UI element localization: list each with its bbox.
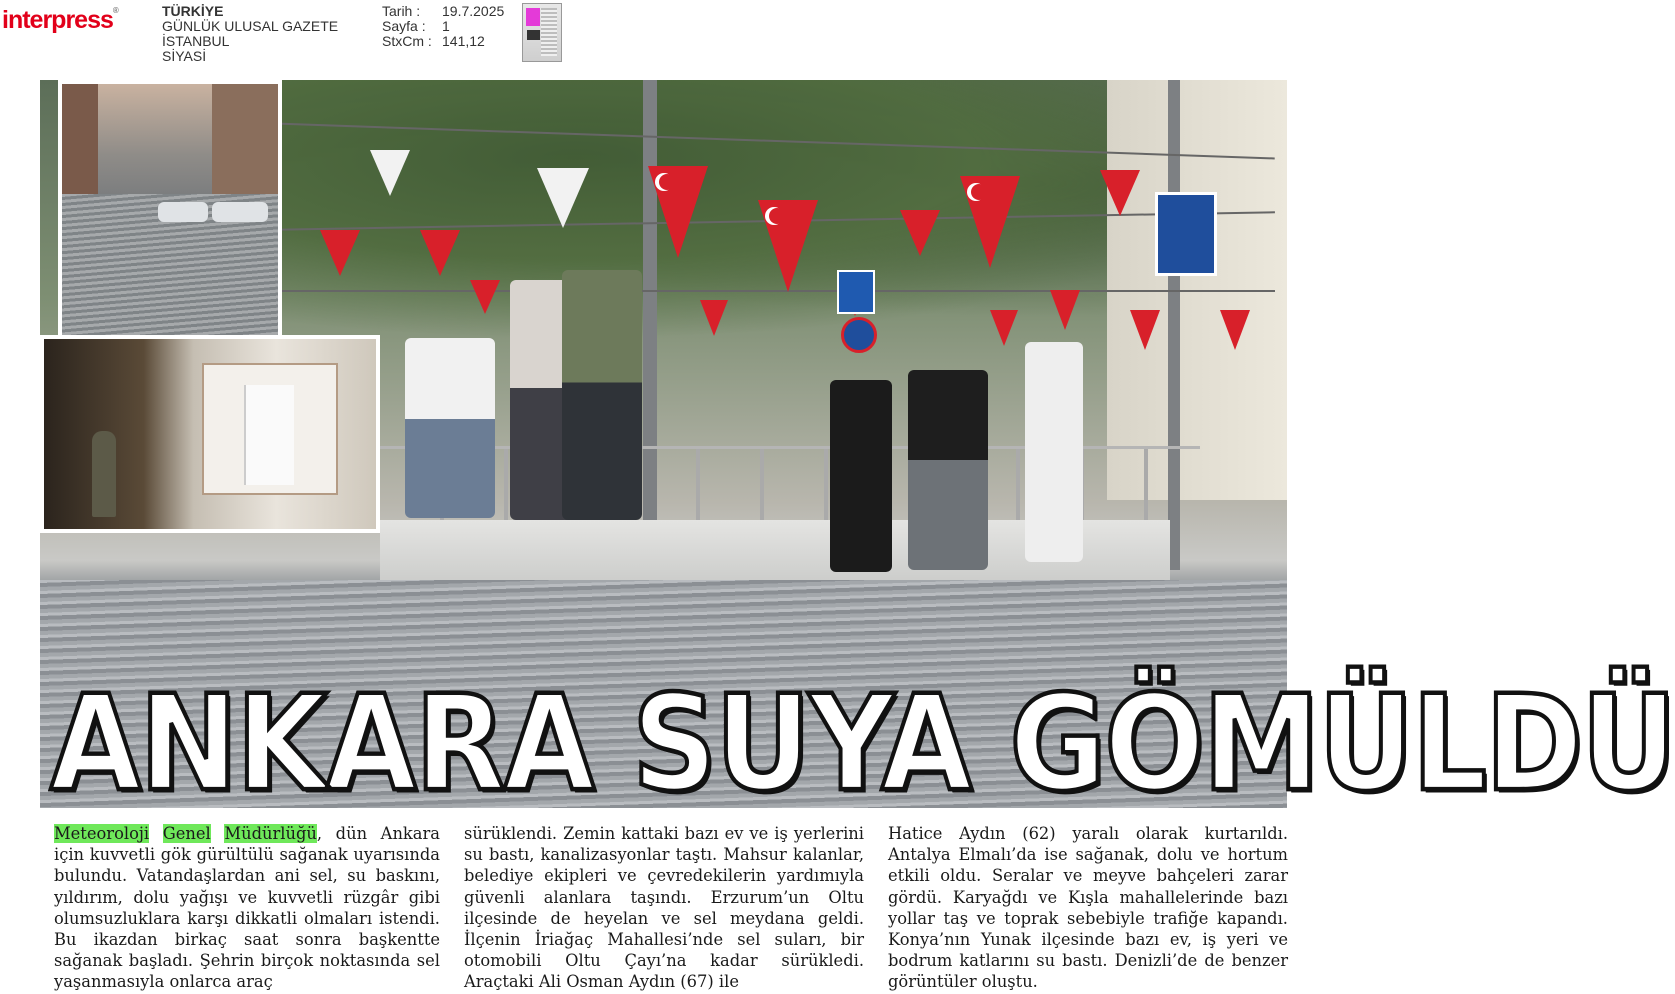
article-body xyxy=(40,823,1290,993)
clipping-meta xyxy=(382,4,504,49)
no-parking-sign xyxy=(841,317,877,353)
person xyxy=(562,270,642,520)
person xyxy=(1025,342,1083,562)
person xyxy=(92,431,116,517)
article-column-1: Meteoroloji Genel Müdürlüğü, dün Ankara için kuvvetli gök gürültülü sağanak uyarısında bulundu. Vatandaşlardan ani sel, su baskını, yıldırım, dolu yağışı ve kuvvetli rüzgâr gibi olumsuzluklara karşı dikkatli olmaları istendi. Bu ikazdan birkaç saat sonra başkentte sağanak başladı. Şehrin birçok noktasında sel yaşanmasıyla onlarca araç xyxy=(54,824,440,992)
meta-row-date: Tarih : 19.7.2025 xyxy=(382,3,505,19)
page-thumbnail[interactable] xyxy=(522,3,562,62)
meta-row-page: Sayfa : 1 xyxy=(382,18,450,34)
article-column-3: Hatice Aydın (62) yaralı olarak kurtarıldı. Antalya Elmalı’da ise sağanak, dolu ve hortum etkili oldu. Seralar ve meyve bahçeleri zarar gördü. Karyağdı ve Kışla mahallelerinde bazı yollar taş ve toprak sebebiyle trafiğe kapandı. Konya’nın Yunak ilçesinde bazı ev, iş yeri ve bodrum katlarını su bastı. Denizli’de de benzer görüntüler oluştu. xyxy=(888,824,1288,992)
highlight-term: Genel xyxy=(162,824,211,843)
pedestrian-stairs-sign xyxy=(1155,192,1217,276)
publication-info xyxy=(162,4,338,64)
highlight-term: Müdürlüğü xyxy=(224,824,317,843)
highlight-term: Meteoroloji xyxy=(54,824,150,843)
inset-photo-flooded-street xyxy=(58,80,282,342)
person xyxy=(405,338,495,518)
headline: ANKARA SUYA GÖMÜLDÜ xyxy=(50,665,1675,821)
inset-photo-damaged-house xyxy=(40,335,380,533)
parking-sign xyxy=(837,270,875,314)
interpress-logo: interpress® xyxy=(2,6,118,34)
publication-type: GÜNLÜK ULUSAL GAZETE xyxy=(162,18,339,34)
section: SİYASİ xyxy=(162,48,207,64)
meta-row-stxcm: StxCm : 141,12 xyxy=(382,33,485,49)
city: İSTANBUL xyxy=(162,33,230,49)
car xyxy=(212,202,268,222)
person xyxy=(908,370,988,570)
country: TÜRKİYE xyxy=(162,3,224,19)
main-photo xyxy=(40,80,1675,821)
car xyxy=(158,202,208,222)
person xyxy=(830,380,892,572)
article-column-2: sürüklendi. Zemin kattaki bazı ev ve iş yerlerini su bastı, kanalizasyonlar taştı. Mahsur kalanlar, belediye ekipleri ve çevredekilerin yardımıyla güvenli alanlara taşındı. Erzurum’un Oltu ilçesinde de heyelan ve sel meydana geldi. İlçenin İriağaç Mahallesi’nde sel suları, bir otomobili Oltu Çayı’na kadar sürükledi. Araçtaki Ali Osman Aydın (67) ile xyxy=(464,824,864,992)
